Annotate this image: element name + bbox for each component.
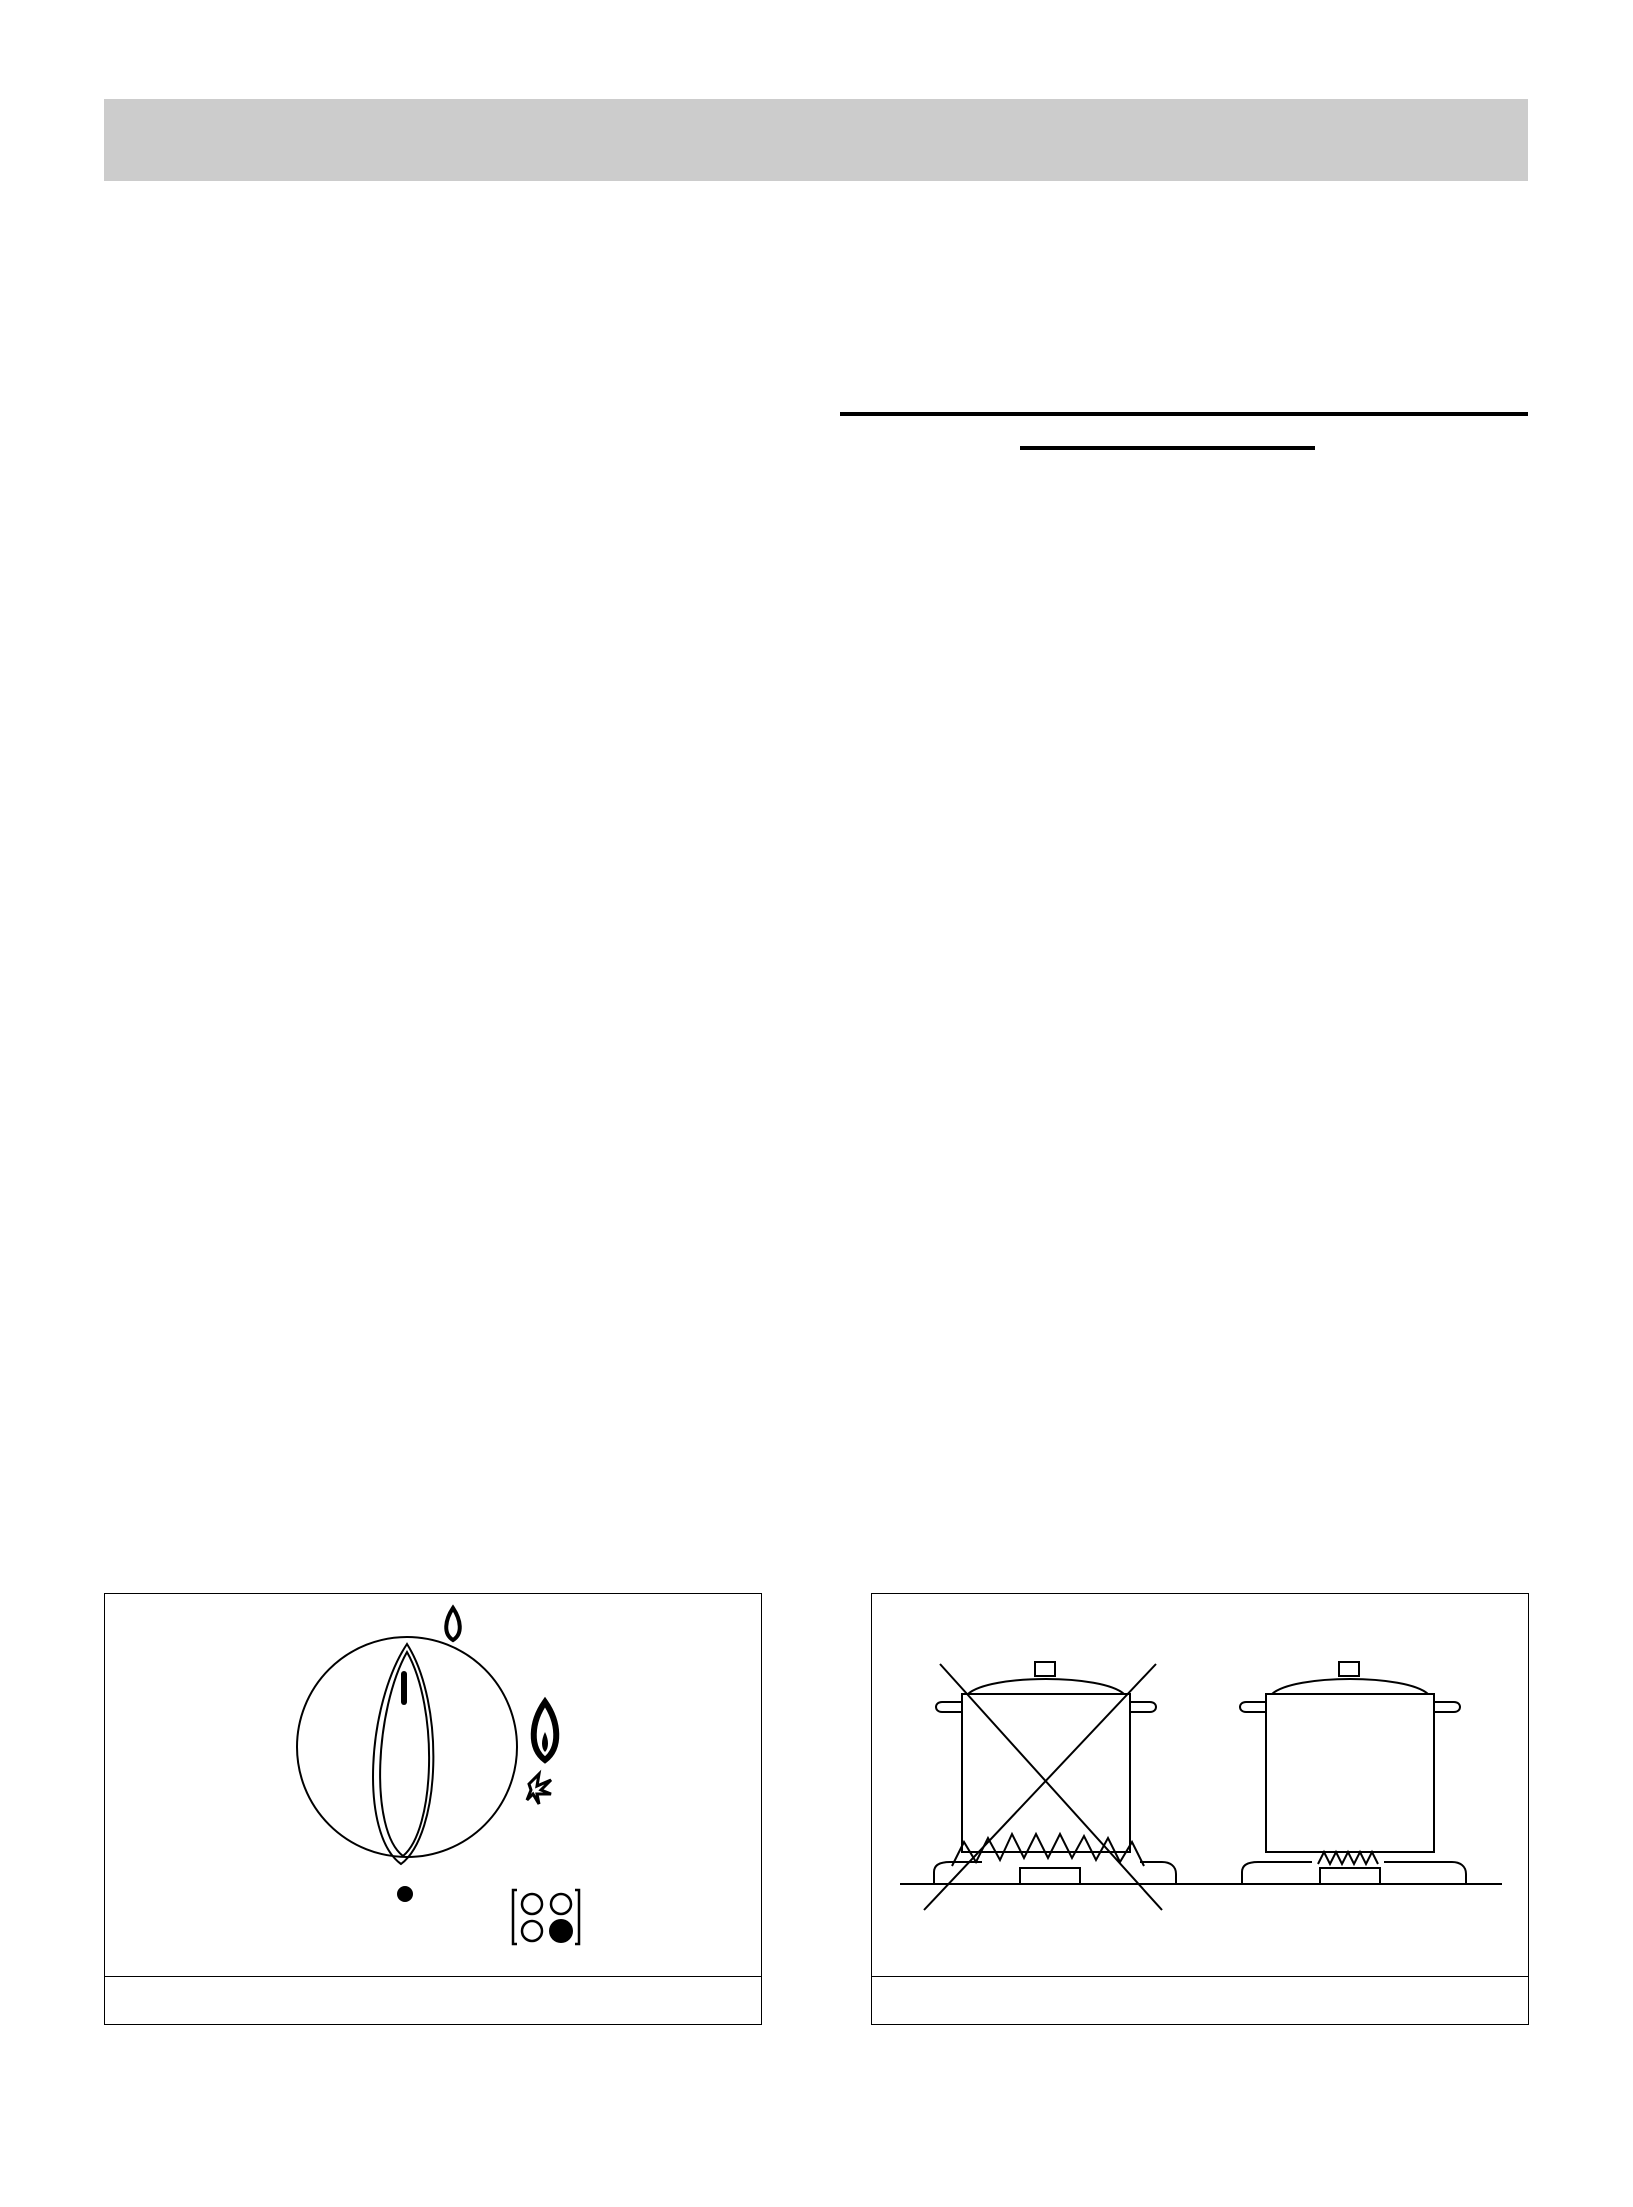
pot-sizing-illustration (872, 1594, 1527, 1974)
small-flame-icon (446, 1608, 460, 1640)
figure-pot-sizing (871, 1593, 1529, 2025)
header-bar (104, 99, 1528, 181)
pot-too-large-crossed-icon (924, 1662, 1176, 1910)
hob-position-icon (513, 1890, 579, 1944)
off-dot-icon (397, 1886, 413, 1902)
large-flame-spark-icon (527, 1702, 556, 1804)
section-rule-long (840, 412, 1528, 416)
figure-caption-left (105, 1976, 761, 2024)
section-rule-short (1020, 446, 1315, 450)
pot-correct-size-icon (1240, 1662, 1466, 1884)
figure-caption-right (872, 1976, 1528, 2024)
figure-burner-knob (104, 1593, 762, 2025)
burner-knob-icon (105, 1594, 760, 1974)
